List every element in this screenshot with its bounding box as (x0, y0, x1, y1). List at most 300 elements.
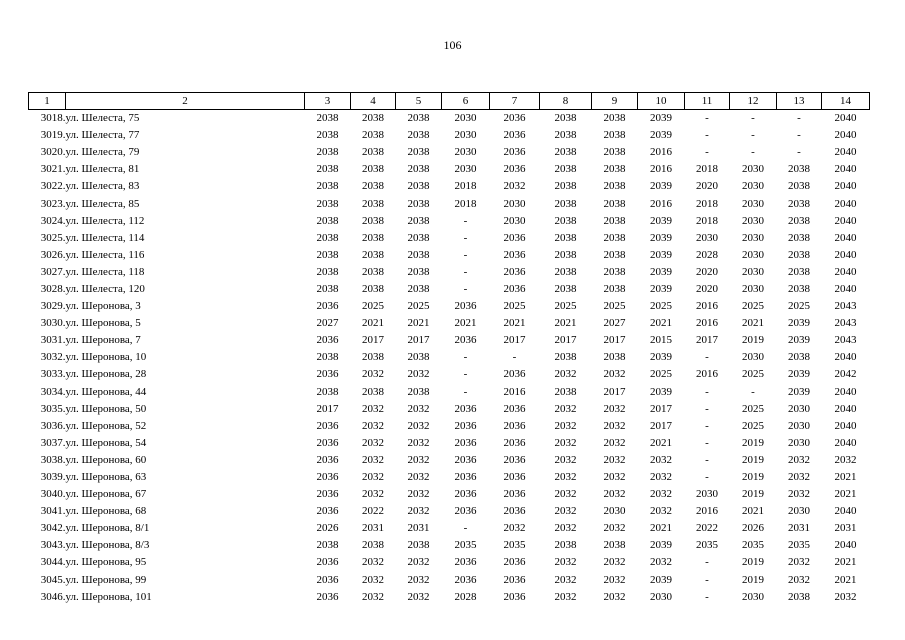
year-cell: 2036 (503, 488, 526, 501)
column-header-14: 14 (822, 93, 870, 110)
year-cell: - (463, 522, 468, 535)
row-number-cell: 3030. (40, 317, 66, 330)
year-cell: 2032 (407, 573, 430, 586)
year-cell: - (463, 368, 468, 381)
table-row (29, 503, 870, 520)
column-header-8: 8 (540, 93, 592, 110)
row-number-cell: 3022. (40, 180, 66, 193)
year-cell: 2038 (554, 197, 577, 210)
year-cell: 2032 (407, 419, 430, 432)
year-cell: 2038 (362, 129, 384, 142)
address-cell: ул. Шелеста, 79 (65, 146, 140, 159)
address-cell: ул. Шеронова, 54 (65, 436, 147, 449)
year-cell: 2036 (503, 231, 526, 244)
year-cell: 2038 (554, 231, 577, 244)
year-cell: 2043 (834, 317, 857, 330)
year-cell: 2043 (834, 300, 857, 313)
address-cell: ул. Шеронова, 3 (65, 300, 141, 313)
table-row (29, 110, 870, 128)
year-cell: 2038 (603, 539, 626, 552)
year-cell: 2032 (603, 471, 626, 484)
year-cell: 2038 (362, 112, 384, 125)
table-row (29, 435, 870, 452)
year-cell: 2032 (554, 505, 577, 518)
table-row (29, 401, 870, 418)
table-row (29, 127, 870, 144)
year-cell: 2038 (554, 163, 577, 176)
address-cell: ул. Шеронова, 99 (65, 573, 147, 586)
table-row (29, 315, 870, 332)
year-cell: 2032 (407, 402, 430, 415)
year-cell: 2019 (742, 471, 764, 484)
year-cell: 2038 (603, 163, 626, 176)
row-number-cell: 3031. (40, 334, 66, 347)
row-number-cell: 3036. (40, 419, 66, 432)
year-cell: 2039 (650, 214, 672, 227)
year-cell: 2035 (503, 539, 526, 552)
year-cell: 2032 (362, 471, 384, 484)
year-cell: 2025 (407, 300, 430, 313)
year-cell: 2030 (742, 351, 764, 364)
year-cell: 2039 (650, 539, 672, 552)
year-cell: 2036 (503, 436, 526, 449)
year-cell: 2038 (316, 129, 339, 142)
year-cell: 2038 (554, 351, 577, 364)
year-cell: 2039 (650, 265, 672, 278)
table-row (29, 452, 870, 469)
year-cell: 2038 (554, 265, 577, 278)
year-cell: 2030 (742, 197, 764, 210)
year-cell: 2030 (650, 590, 672, 603)
table-row (29, 486, 870, 503)
year-cell: 2036 (503, 590, 526, 603)
row-number-cell: 3033. (40, 368, 66, 381)
year-cell: 2019 (742, 488, 764, 501)
year-cell: 2036 (503, 265, 526, 278)
year-cell: 2038 (788, 590, 810, 603)
year-cell: 2032 (603, 590, 626, 603)
year-cell: 2019 (742, 436, 764, 449)
year-cell: 2036 (503, 505, 526, 518)
year-cell: - (512, 351, 517, 364)
year-cell: - (705, 146, 709, 159)
year-cell: 2036 (503, 402, 526, 415)
year-cell: 2032 (650, 453, 672, 466)
year-cell: - (751, 112, 755, 125)
year-cell: 2025 (650, 300, 672, 313)
table-row (29, 418, 870, 435)
year-cell: 2038 (407, 214, 430, 227)
year-cell: 2038 (316, 265, 339, 278)
year-cell: 2032 (788, 488, 810, 501)
year-cell: 2040 (834, 112, 857, 125)
year-cell: 2032 (554, 556, 577, 569)
year-cell: 2039 (650, 231, 672, 244)
year-cell: 2040 (834, 351, 857, 364)
year-cell: 2036 (503, 368, 526, 381)
year-cell: 2032 (362, 556, 384, 569)
year-cell: - (705, 419, 709, 432)
year-cell: 2036 (454, 573, 477, 586)
column-header-10: 10 (638, 93, 685, 110)
year-cell: 2032 (554, 471, 577, 484)
year-cell: 2017 (696, 334, 718, 347)
year-cell: 2038 (316, 248, 339, 261)
year-cell: 2032 (603, 522, 626, 535)
year-cell: 2040 (834, 214, 857, 227)
year-cell: 2032 (788, 556, 810, 569)
year-cell: 2038 (362, 265, 384, 278)
column-header-6: 6 (442, 93, 490, 110)
address-cell: ул. Шелеста, 120 (65, 282, 145, 295)
year-cell: 2038 (554, 214, 577, 227)
year-cell: 2038 (554, 146, 577, 159)
year-cell: 2036 (454, 556, 477, 569)
year-cell: 2017 (503, 334, 526, 347)
row-number-cell: 3038. (40, 453, 66, 466)
address-cell: ул. Шеронова, 8/1 (65, 522, 150, 535)
year-cell: 2027 (603, 317, 626, 330)
table-row (29, 366, 870, 383)
year-cell: 2017 (407, 334, 430, 347)
year-cell: 2017 (650, 402, 672, 415)
row-number-cell: 3025. (40, 231, 66, 244)
row-number-cell: 3032. (40, 351, 66, 364)
year-cell: 2040 (834, 197, 857, 210)
year-cell: 2036 (503, 471, 526, 484)
year-cell: 2038 (316, 180, 339, 193)
year-cell: 2039 (650, 573, 672, 586)
year-cell: - (705, 436, 709, 449)
year-cell: 2032 (554, 402, 577, 415)
year-cell: 2016 (696, 300, 718, 313)
year-cell: 2038 (554, 129, 577, 142)
year-cell: 2036 (454, 453, 477, 466)
table-row (29, 195, 870, 212)
row-number-cell: 3043. (40, 539, 66, 552)
year-cell: 2017 (603, 334, 626, 347)
year-cell: 2016 (650, 163, 672, 176)
year-cell: 2030 (454, 112, 477, 125)
year-cell: 2038 (788, 265, 810, 278)
year-cell: 2040 (834, 129, 857, 142)
year-cell: 2036 (316, 300, 339, 313)
year-cell: 2021 (742, 505, 764, 518)
address-cell: ул. Шеронова, 7 (65, 334, 141, 347)
year-cell: 2039 (650, 129, 672, 142)
year-cell: 2036 (316, 436, 339, 449)
year-cell: 2036 (454, 402, 477, 415)
year-cell: 2039 (788, 385, 810, 398)
year-cell: 2038 (407, 385, 430, 398)
address-cell: ул. Шеронова, 8/3 (65, 539, 150, 552)
year-cell: 2032 (554, 436, 577, 449)
year-cell: 2036 (454, 505, 477, 518)
year-cell: - (797, 146, 801, 159)
year-cell: 2039 (788, 334, 810, 347)
year-cell: 2030 (603, 505, 626, 518)
year-cell: - (751, 146, 755, 159)
address-cell: ул. Шеронова, 95 (65, 556, 147, 569)
year-cell: 2038 (788, 197, 810, 210)
data-table (28, 92, 870, 606)
year-cell: - (705, 385, 709, 398)
year-cell: 2016 (650, 197, 672, 210)
year-cell: 2040 (834, 282, 857, 295)
year-cell: 2032 (362, 402, 384, 415)
year-cell: - (797, 129, 801, 142)
year-cell: 2039 (650, 112, 672, 125)
year-cell: 2032 (407, 556, 430, 569)
year-cell: 2032 (603, 573, 626, 586)
address-cell: ул. Шеронова, 44 (65, 385, 147, 398)
table-row (29, 144, 870, 161)
year-cell: 2032 (362, 436, 384, 449)
year-cell: 2038 (316, 112, 339, 125)
year-cell: 2021 (407, 317, 430, 330)
year-cell: 2038 (788, 231, 810, 244)
year-cell: 2031 (362, 522, 384, 535)
year-cell: 2032 (407, 590, 430, 603)
year-cell: 2021 (454, 317, 477, 330)
table-row (29, 384, 870, 401)
year-cell: 2038 (362, 231, 384, 244)
table-row (29, 554, 870, 571)
address-cell: ул. Шеронова, 67 (65, 488, 147, 501)
year-cell: 2036 (454, 436, 477, 449)
row-number-cell: 3046. (40, 590, 66, 603)
year-cell: 2031 (834, 522, 857, 535)
year-cell: 2021 (834, 471, 857, 484)
year-cell: - (705, 351, 709, 364)
year-cell: 2032 (554, 522, 577, 535)
table-row (29, 349, 870, 366)
row-number-cell: 3042. (40, 522, 66, 535)
year-cell: 2032 (650, 556, 672, 569)
table-row (29, 572, 870, 589)
year-cell: 2021 (834, 556, 857, 569)
year-cell: 2025 (650, 368, 672, 381)
year-cell: 2043 (834, 334, 857, 347)
year-cell: 2036 (503, 163, 526, 176)
year-cell: 2032 (788, 453, 810, 466)
table-body (29, 110, 870, 606)
year-cell: 2036 (316, 419, 339, 432)
year-cell: 2025 (742, 419, 764, 432)
column-header-9: 9 (592, 93, 638, 110)
row-number-cell: 3024. (40, 214, 66, 227)
year-cell: 2036 (316, 505, 339, 518)
row-number-cell: 3028. (40, 282, 66, 295)
year-cell: 2032 (407, 505, 430, 518)
column-header-2: 2 (66, 93, 305, 110)
year-cell: 2030 (788, 419, 810, 432)
year-cell: 2038 (316, 385, 339, 398)
year-cell: 2032 (554, 419, 577, 432)
year-cell: 2038 (603, 282, 626, 295)
year-cell: 2038 (788, 248, 810, 261)
year-cell: 2036 (503, 573, 526, 586)
year-cell: - (463, 385, 468, 398)
table-row (29, 161, 870, 178)
year-cell: 2032 (503, 180, 526, 193)
year-cell: 2032 (554, 573, 577, 586)
year-cell: 2030 (454, 163, 477, 176)
year-cell: 2018 (454, 180, 477, 193)
year-cell: 2038 (554, 248, 577, 261)
year-cell: 2040 (834, 419, 857, 432)
year-cell: 2040 (834, 265, 857, 278)
table-row (29, 281, 870, 298)
year-cell: 2039 (650, 351, 672, 364)
year-cell: 2038 (316, 539, 339, 552)
year-cell: - (705, 471, 709, 484)
year-cell: 2025 (603, 300, 626, 313)
address-cell: ул. Шелеста, 118 (65, 265, 145, 278)
year-cell: 2030 (742, 180, 764, 193)
year-cell: 2040 (834, 163, 857, 176)
year-cell: 2016 (696, 368, 718, 381)
year-cell: - (751, 385, 755, 398)
year-cell: 2018 (696, 163, 718, 176)
row-number-cell: 3041. (40, 505, 66, 518)
year-cell: 2022 (696, 522, 718, 535)
year-cell: 2035 (742, 539, 764, 552)
year-cell: 2017 (603, 385, 626, 398)
year-cell: 2038 (407, 248, 430, 261)
year-cell: 2021 (834, 488, 857, 501)
year-cell: 2032 (554, 368, 577, 381)
year-cell: 2032 (407, 488, 430, 501)
row-number-cell: 3045. (40, 573, 66, 586)
year-cell: 2036 (316, 488, 339, 501)
year-cell: 2030 (742, 265, 764, 278)
year-cell: 2020 (696, 265, 718, 278)
year-cell: 2016 (696, 317, 718, 330)
year-cell: - (705, 402, 709, 415)
year-cell: 2032 (788, 573, 810, 586)
year-cell: 2021 (503, 317, 526, 330)
year-cell: 2032 (834, 453, 857, 466)
year-cell: 2030 (696, 488, 718, 501)
year-cell: 2030 (742, 214, 764, 227)
year-cell: 2025 (554, 300, 577, 313)
year-cell: 2032 (407, 471, 430, 484)
year-cell: 2036 (503, 129, 526, 142)
year-cell: - (463, 265, 468, 278)
column-header-13: 13 (777, 93, 822, 110)
year-cell: 2022 (362, 505, 384, 518)
address-cell: ул. Шелеста, 114 (65, 231, 145, 244)
year-cell: 2038 (603, 351, 626, 364)
year-cell: 2018 (696, 214, 718, 227)
year-cell: 2032 (603, 453, 626, 466)
year-cell: 2036 (454, 419, 477, 432)
year-cell: 2038 (316, 163, 339, 176)
year-cell: 2021 (742, 317, 764, 330)
year-cell: 2040 (834, 146, 857, 159)
year-cell: 2038 (407, 180, 430, 193)
year-cell: - (705, 112, 709, 125)
year-cell: 2038 (407, 231, 430, 244)
year-cell: - (463, 351, 468, 364)
row-number-cell: 3018. (40, 112, 66, 125)
year-cell: 2036 (503, 146, 526, 159)
year-cell: 2015 (650, 334, 672, 347)
column-header-5: 5 (396, 93, 442, 110)
year-cell: 2017 (554, 334, 577, 347)
year-cell: 2035 (696, 539, 718, 552)
year-cell: 2038 (603, 265, 626, 278)
table-row (29, 332, 870, 349)
year-cell: 2038 (316, 282, 339, 295)
row-number-cell: 3044. (40, 556, 66, 569)
year-cell: 2030 (454, 129, 477, 142)
year-cell: - (463, 231, 468, 244)
address-cell: ул. Шелеста, 85 (65, 197, 140, 210)
year-cell: 2032 (603, 556, 626, 569)
year-cell: 2038 (362, 214, 384, 227)
year-cell: 2036 (503, 556, 526, 569)
year-cell: 2021 (650, 522, 672, 535)
year-cell: 2025 (742, 300, 764, 313)
year-cell: 2019 (742, 573, 764, 586)
year-cell: 2038 (407, 282, 430, 295)
year-cell: - (797, 112, 801, 125)
table-row (29, 178, 870, 195)
year-cell: 2018 (696, 197, 718, 210)
year-cell: 2019 (742, 334, 764, 347)
year-cell: 2039 (650, 180, 672, 193)
year-cell: 2038 (554, 180, 577, 193)
year-cell: 2030 (742, 282, 764, 295)
year-cell: 2038 (407, 163, 430, 176)
address-cell: ул. Шеронова, 52 (65, 419, 147, 432)
year-cell: 2039 (650, 385, 672, 398)
year-cell: 2040 (834, 385, 857, 398)
year-cell: 2032 (407, 368, 430, 381)
row-number-cell: 3029. (40, 300, 66, 313)
year-cell: 2032 (603, 488, 626, 501)
address-cell: ул. Шелеста, 83 (65, 180, 140, 193)
year-cell: 2038 (407, 146, 430, 159)
year-cell: 2038 (554, 282, 577, 295)
year-cell: 2032 (362, 573, 384, 586)
address-cell: ул. Шеронова, 28 (65, 368, 147, 381)
year-cell: 2026 (316, 522, 339, 535)
year-cell: 2025 (362, 300, 384, 313)
year-cell: 2038 (603, 231, 626, 244)
year-cell: 2017 (650, 419, 672, 432)
year-cell: - (705, 453, 709, 466)
year-cell: 2038 (788, 351, 810, 364)
year-cell: 2032 (603, 436, 626, 449)
year-cell: 2038 (362, 163, 384, 176)
year-cell: 2038 (788, 214, 810, 227)
address-cell: ул. Шелеста, 81 (65, 163, 140, 176)
column-header-4: 4 (351, 93, 396, 110)
address-cell: ул. Шеронова, 101 (65, 590, 152, 603)
year-cell: 2020 (696, 180, 718, 193)
year-cell: 2030 (742, 590, 764, 603)
year-cell: 2032 (788, 471, 810, 484)
address-cell: ул. Шелеста, 112 (65, 214, 145, 227)
year-cell: 2038 (362, 248, 384, 261)
year-cell: 2040 (834, 248, 857, 261)
year-cell: - (705, 573, 709, 586)
year-cell: 2028 (696, 248, 718, 261)
year-cell: 2038 (788, 180, 810, 193)
